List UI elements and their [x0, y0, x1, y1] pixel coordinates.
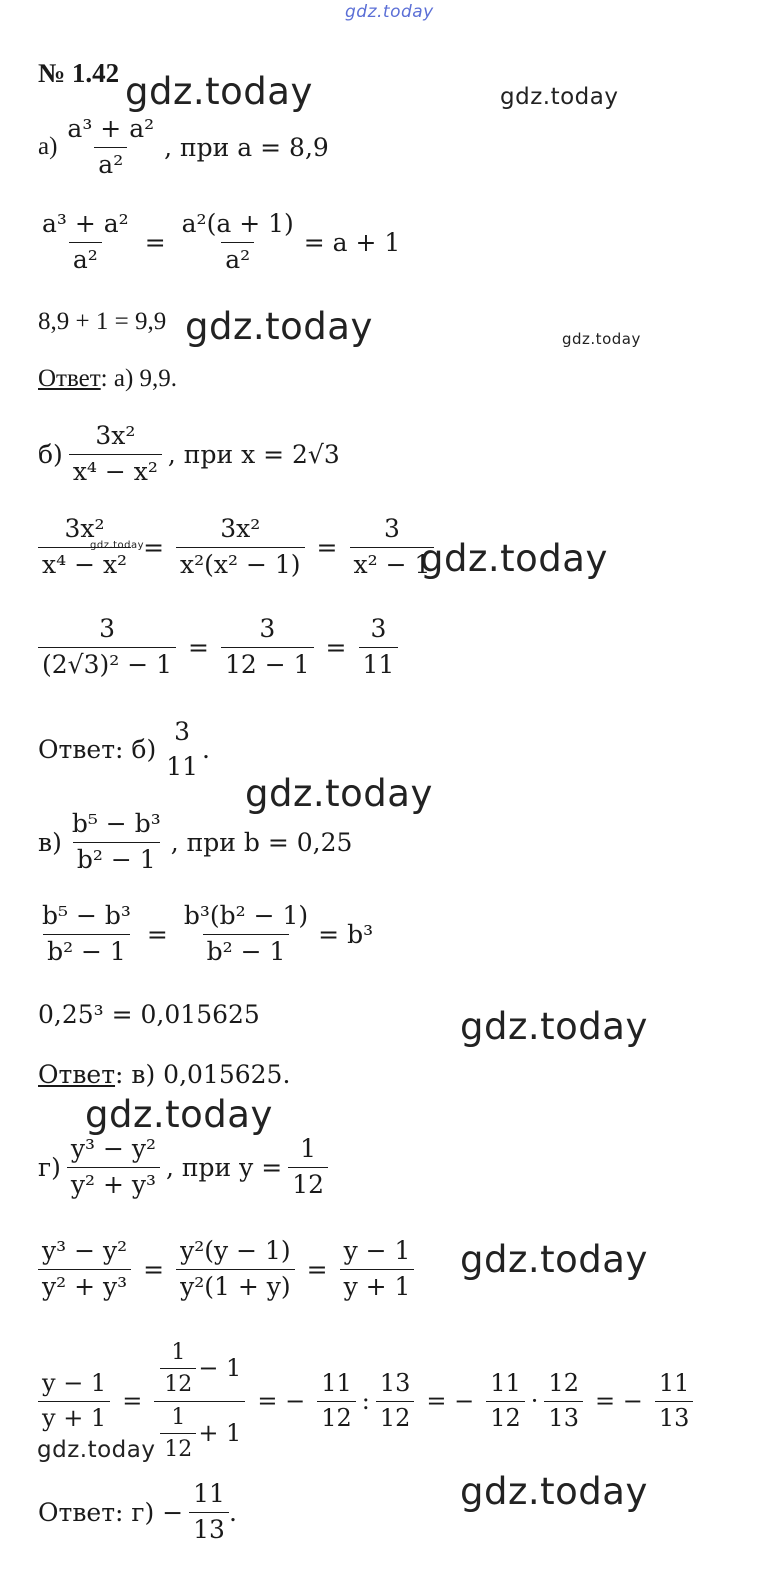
numerator: 3x² [64, 514, 105, 543]
equals-sign: = [143, 532, 165, 562]
answer-value: : в) 0,015625. [115, 1060, 291, 1089]
fraction [38, 902, 135, 967]
denominator: 11 [166, 751, 199, 781]
fraction [38, 615, 176, 680]
fraction [38, 515, 131, 580]
denominator: 13 [544, 1401, 583, 1433]
numerator: y³ − y² [42, 1236, 128, 1265]
numerator: 12 [548, 1369, 579, 1397]
watermark: gdz.today [85, 1093, 273, 1136]
numerator: 3 [259, 614, 276, 643]
denominator: 13 [655, 1401, 694, 1433]
watermark: gdz.today [37, 1437, 156, 1463]
part-a-calc: 8,9 + 1 = 9,9 [38, 308, 167, 335]
denominator: b² − 1 [73, 842, 160, 875]
equals-sign: = − [594, 1387, 643, 1416]
fraction [544, 1370, 583, 1432]
numerator: a²(a + 1) [181, 209, 294, 238]
term: − 1 [198, 1354, 242, 1382]
answer-label: Ответ: г) − [38, 1497, 184, 1527]
denominator: x⁴ − x² [38, 547, 131, 580]
fraction [655, 1370, 694, 1432]
part-v-given [38, 810, 352, 875]
denominator: (2√3)² − 1 [38, 647, 176, 680]
watermark-top: gdz.today [345, 2, 434, 22]
fraction [180, 902, 312, 967]
watermark: gdz.today [460, 1238, 648, 1281]
watermark: gdz.today [460, 1005, 648, 1048]
answer-label: Ответ: б) [38, 735, 157, 765]
denominator: x²(x² − 1) [176, 547, 305, 580]
denominator: 12 [376, 1401, 415, 1433]
result: = b³ [318, 919, 374, 949]
numerator: 1 [300, 1134, 317, 1163]
denominator: 12 [160, 1433, 196, 1462]
part-label: в) [38, 827, 62, 857]
part-b-given [38, 422, 340, 487]
denominator: 12 [288, 1167, 328, 1200]
numerator: 3 [174, 717, 191, 746]
fraction [38, 210, 133, 275]
condition: , при y = [166, 1152, 283, 1182]
denominator: a² [221, 242, 254, 275]
answer-label: Ответ [38, 365, 101, 392]
fraction [178, 210, 298, 275]
fraction [176, 515, 305, 580]
part-v-calc: 0,25³ = 0,015625 [38, 1000, 260, 1029]
denominator: x⁴ − x² [69, 454, 162, 487]
denominator: x² − 1 [350, 547, 435, 580]
fraction [67, 1135, 160, 1200]
equals-sign: = [325, 632, 347, 662]
numerator: b⁵ − b³ [42, 901, 131, 930]
denominator: a² [69, 242, 102, 275]
watermark: gdz.today [245, 772, 433, 815]
fraction [160, 1340, 196, 1398]
denominator: 12 [486, 1401, 525, 1433]
complex-fraction [154, 1340, 245, 1462]
watermark: gdz.today [125, 70, 313, 113]
period: . [228, 1497, 237, 1527]
fraction [176, 1237, 295, 1302]
fraction [63, 115, 158, 180]
multiplication-sign: · [530, 1387, 539, 1416]
result: = a + 1 [303, 227, 401, 257]
numerator [154, 1340, 245, 1401]
answer-label: Ответ [38, 1060, 116, 1089]
answer-value: : а) 9,9. [100, 365, 178, 392]
numerator: 3 [370, 614, 387, 643]
part-b-step2 [38, 615, 404, 680]
numerator: 13 [379, 1369, 411, 1397]
numerator: a³ + a² [67, 114, 155, 143]
numerator: b⁵ − b³ [71, 809, 161, 838]
denominator: y² + y³ [38, 1269, 131, 1302]
part-b-answer [38, 718, 210, 782]
term: + 1 [198, 1418, 242, 1447]
numerator: y²(y − 1) [180, 1236, 291, 1265]
part-g-given [38, 1135, 334, 1200]
fraction [317, 1370, 356, 1432]
equals-sign: = − [426, 1387, 475, 1416]
numerator: 3x² [220, 514, 261, 543]
watermark: gdz.today [460, 1470, 648, 1513]
part-label: г) [38, 1152, 61, 1182]
fraction [376, 1370, 415, 1432]
denominator: y² + y³ [67, 1167, 160, 1200]
equals-sign: = − [257, 1387, 306, 1416]
watermark: gdz.today [562, 330, 641, 348]
denominator: b² − 1 [203, 934, 290, 967]
fraction [340, 1237, 415, 1302]
denominator: a² [94, 147, 127, 180]
numerator: y − 1 [42, 1369, 107, 1397]
equals-sign: = [144, 227, 166, 257]
fraction [221, 615, 314, 680]
numerator: y³ − y² [70, 1134, 156, 1163]
part-a-step1 [38, 210, 400, 275]
denominator: y + 1 [38, 1401, 110, 1433]
equals-sign: = [122, 1387, 143, 1416]
period: . [202, 735, 210, 765]
fraction [288, 1135, 328, 1200]
part-g-step2 [38, 1340, 699, 1462]
numerator: y − 1 [343, 1236, 411, 1265]
part-b-step1 [38, 515, 440, 580]
part-a-given [38, 115, 329, 180]
watermark: gdz.today [90, 540, 145, 551]
part-g-answer [38, 1480, 237, 1545]
part-v-step1 [38, 902, 373, 967]
denominator: 13 [189, 1512, 229, 1545]
fraction [160, 1405, 196, 1463]
equals-sign: = [143, 1254, 165, 1284]
equals-sign: = [188, 632, 209, 662]
denominator: 12 [317, 1401, 356, 1433]
condition: , при a = 8,9 [164, 132, 329, 162]
numerator: 1 [171, 1340, 186, 1365]
fraction [38, 1237, 131, 1302]
equals-sign: = [306, 1254, 328, 1284]
part-v-answer [38, 1060, 290, 1089]
equals-sign: = [146, 919, 168, 949]
denominator: y + 1 [340, 1269, 415, 1302]
condition: , при b = 0,25 [170, 827, 353, 857]
watermark: gdz.today [185, 305, 373, 348]
numerator: 1 [171, 1404, 186, 1430]
numerator: a³ + a² [42, 209, 129, 238]
numerator: 3 [99, 614, 115, 643]
part-label: а) [38, 133, 58, 161]
denominator [154, 1401, 245, 1463]
denominator: y²(1 + y) [176, 1269, 295, 1302]
numerator: 11 [193, 1479, 225, 1508]
condition: , при x = 2√3 [167, 439, 340, 469]
numerator: 3x² [95, 421, 136, 450]
watermark: gdz.today [500, 84, 619, 110]
numerator: 11 [490, 1369, 521, 1397]
fraction [486, 1370, 525, 1432]
equals-sign: = [316, 532, 338, 562]
fraction [350, 515, 435, 580]
fraction [68, 810, 165, 875]
denominator: 12 [160, 1368, 196, 1397]
fraction [189, 1480, 229, 1545]
part-a-answer [38, 365, 177, 393]
problem-number: № 1.42 [38, 58, 120, 88]
numerator: 3 [383, 514, 400, 543]
fraction [162, 718, 202, 782]
fraction [38, 1370, 110, 1432]
fraction [359, 615, 399, 680]
part-label: б) [38, 439, 63, 469]
fraction [69, 422, 162, 487]
numerator: 11 [321, 1369, 352, 1397]
denominator: b² − 1 [43, 934, 130, 967]
denominator: 11 [359, 647, 399, 680]
part-g-step1 [38, 1237, 420, 1302]
numerator: b³(b² − 1) [183, 901, 309, 930]
watermark: gdz.today [420, 537, 608, 580]
numerator: 11 [658, 1369, 690, 1397]
denominator: 12 − 1 [221, 647, 314, 680]
division-sign: : [361, 1387, 370, 1416]
